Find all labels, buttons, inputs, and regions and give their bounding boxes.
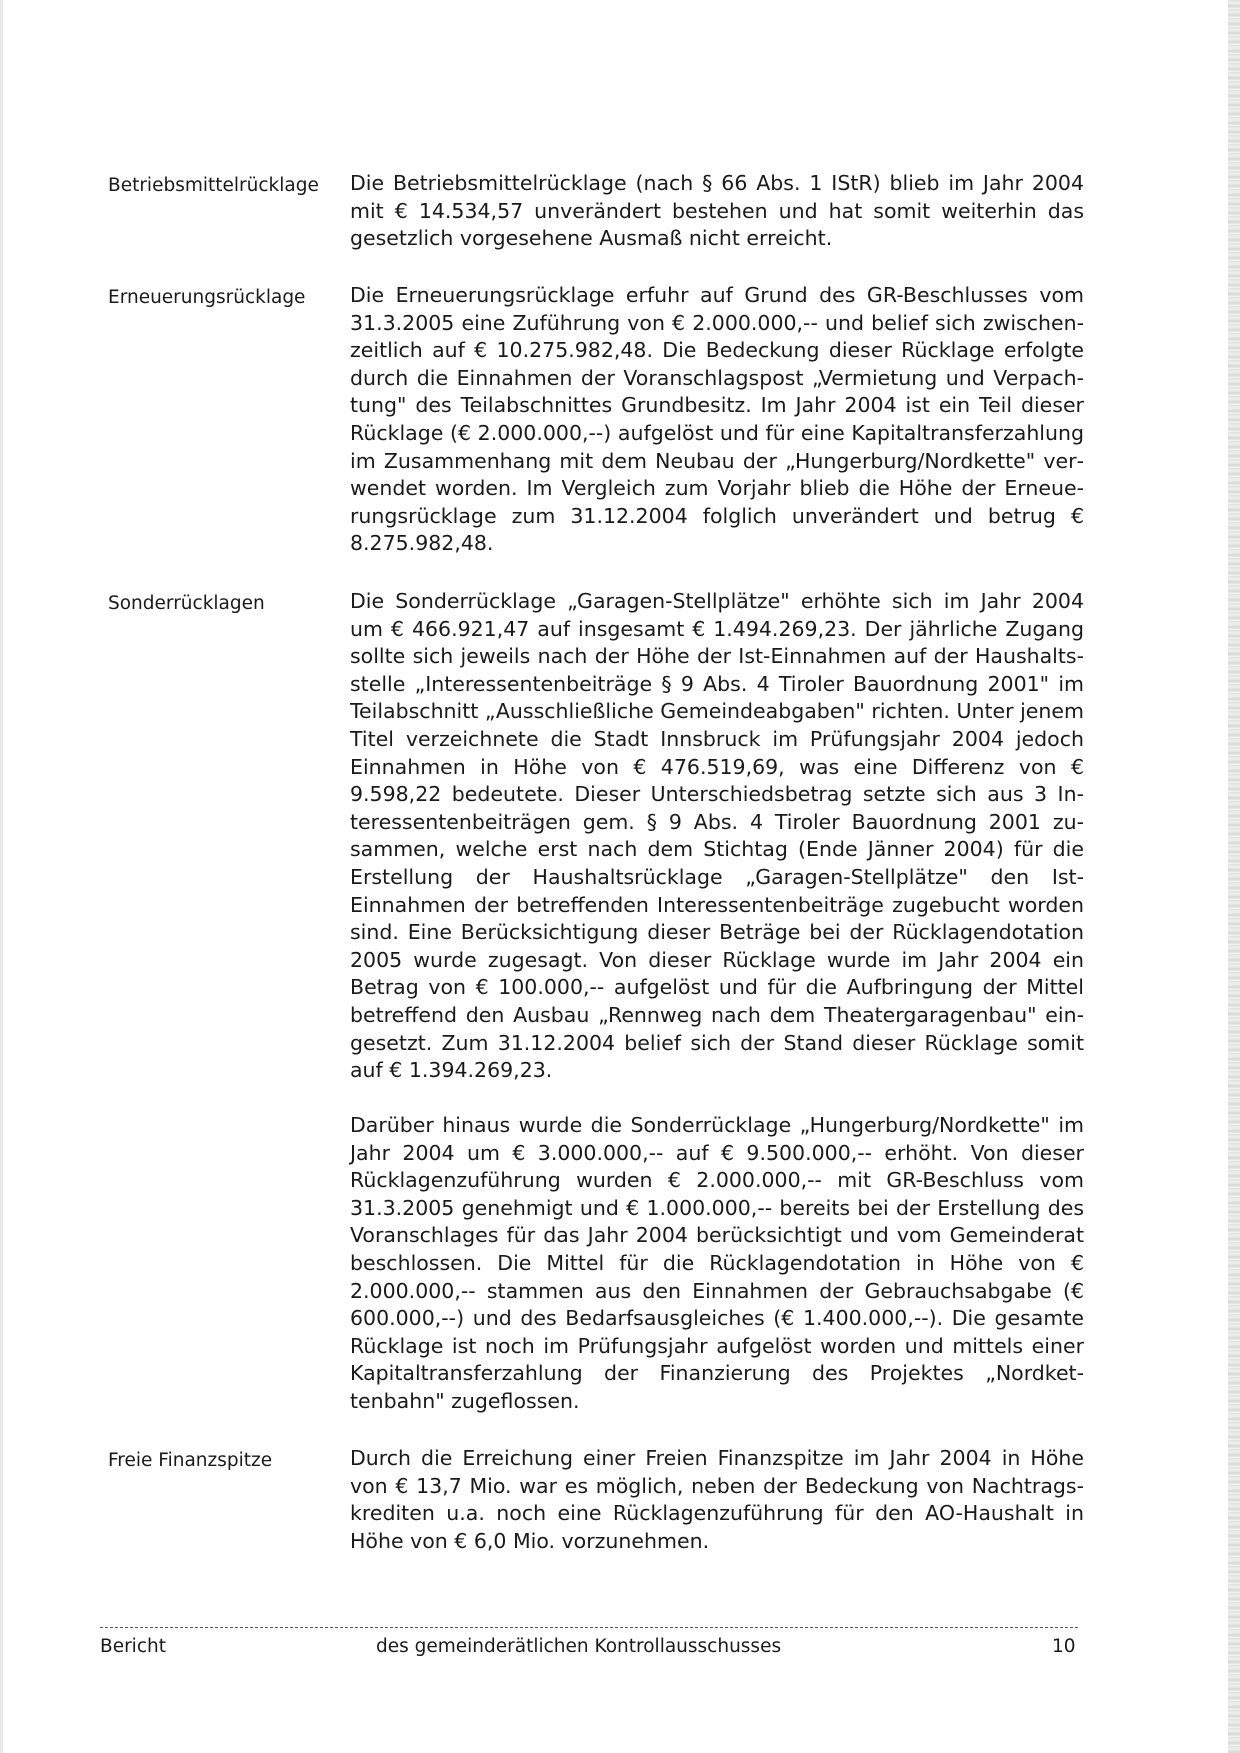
footer-report-label: Bericht xyxy=(100,1636,166,1657)
section-label: Sonderrücklagen xyxy=(108,593,265,614)
section-paragraph: Die Sonderrücklage „Garagen-Stellplätze" erhöhte sich im Jahr 2004 um € 466.921,47 auf insgesamt € 1.494.269,23. Der jährliche Zugang sollte sich jeweils nach der Höhe der Ist-Einnahmen auf der Haushaltsstelle „Interessentenbeiträge § 9 Abs. 4 Tiroler Bauordnung 2001" im Teilabschnitt „Ausschließliche Gemeindeabgaben" richten. Unter jenem Titel verzeichnete die Stadt Innsbruck im Prüfungsjahr 2004 jedoch Einnahmen in Höhe von € 476.519,69, was eine Differenz von € 9.598,22 bedeutete. Dieser Unterschiedsbetrag setzte sich aus 3 Interessentenbeiträgen gem. § 9 Abs. 4 Tiroler Bauordnung 2001 zusammen, welche erst nach dem Stichtag (Ende Jänner 2004) für die Erstellung der Haushaltsrücklage „Garagen-Stellplätze" den Ist-Einnahmen der betreffenden Interessentenbeiträge zugebucht worden sind. Eine Berücksichtigung dieser Beträge bei der Rücklagendotation 2005 wurde zugesagt. Von dieser Rücklage wurde im Jahr 2004 ein Betrag von € 100.000,-- aufgelöst und für die Aufbringung der Mittel betreffend den Ausbau „Rennweg nach dem Theatergaragenbau" eingesetzt. Zum 31.12.2004 belief sich der Stand dieser Rücklage somit auf € 1.394.269,23. xyxy=(350,589,1084,1083)
section-label: Freie Finanzspitze xyxy=(108,1450,273,1471)
section-paragraph: Die Betriebsmittelrücklage (nach § 66 Abs. 1 IStR) blieb im Jahr 2004 mit € 14.534,57 unverändert bestehen und hat somit weiterhin das gesetzlich vorgesehene Ausmaß nicht erreicht. xyxy=(350,171,1084,251)
footer-committee-label: des gemeinderätlichen Kontrollausschusses xyxy=(376,1636,782,1657)
section-label: Erneuerungsrücklage xyxy=(108,287,306,308)
scan-edge-left xyxy=(0,0,3,1753)
scan-edge-right xyxy=(1228,0,1240,1753)
section-paragraph: Die Erneuerungsrücklage erfuhr auf Grund des GR-Beschlusses vom 31.3.2005 eine Zuführung von € 2.000.000,-- und belief sich zwischenzeitlich auf € 10.275.982,48. Die Bedeckung dieser Rücklage erfolgte durch die Einnahmen der Voranschlagspost „Vermietung und Verpachtung" des Teilabschnittes Grundbesitz. Im Jahr 2004 ist ein Teil dieser Rücklage (€ 2.000.000,--) aufgelöst und für eine Kapitaltransferzahlung im Zusammenhang mit dem Neubau der „Hungerburg/Nordkette" verwendet worden. Im Vergleich zum Vorjahr blieb die Höhe der Erneuerungsrücklage zum 31.12.2004 folglich unverändert und betrug € 8.275.982,48. xyxy=(350,283,1084,556)
footer-page-number: 10 xyxy=(1052,1636,1076,1657)
footer-divider xyxy=(100,1627,1078,1628)
section-label: Betriebsmittelrücklage xyxy=(108,175,319,196)
section-paragraph: Durch die Erreichung einer Freien Finanzspitze im Jahr 2004 in Höhe von € 13,7 Mio. war es möglich, neben der Bedeckung von Nachtragskrediten u.a. noch eine Rücklagenzuführung für den AO-Haushalt in Höhe von € 6,0 Mio. vorzunehmen. xyxy=(350,1446,1084,1553)
section-paragraph: Darüber hinaus wurde die Sonderrücklage „Hungerburg/Nordkette" im Jahr 2004 um € 3.000.000,-- auf € 9.500.000,-- erhöht. Von dieser Rücklagenzuführung wurden € 2.000.000,-- mit GR-Beschluss vom 31.3.2005 genehmigt und € 1.000.000,-- bereits bei der Erstellung des Voranschlages für das Jahr 2004 berücksichtigt und vom Gemeinderat beschlossen. Die Mittel für die Rücklagendotation in Höhe von € 2.000.000,-- stammen aus den Einnahmen der Gebrauchsabgabe (€ 600.000,--) und des Bedarfsausgleiches (€ 1.400.000,--). Die gesamte Rücklage ist noch im Prüfungsjahr aufgelöst worden und mittels einer Kapitaltransferzahlung der Finanzierung des Projektes „Nordkettenbahn" zugeflossen. xyxy=(350,1113,1084,1413)
